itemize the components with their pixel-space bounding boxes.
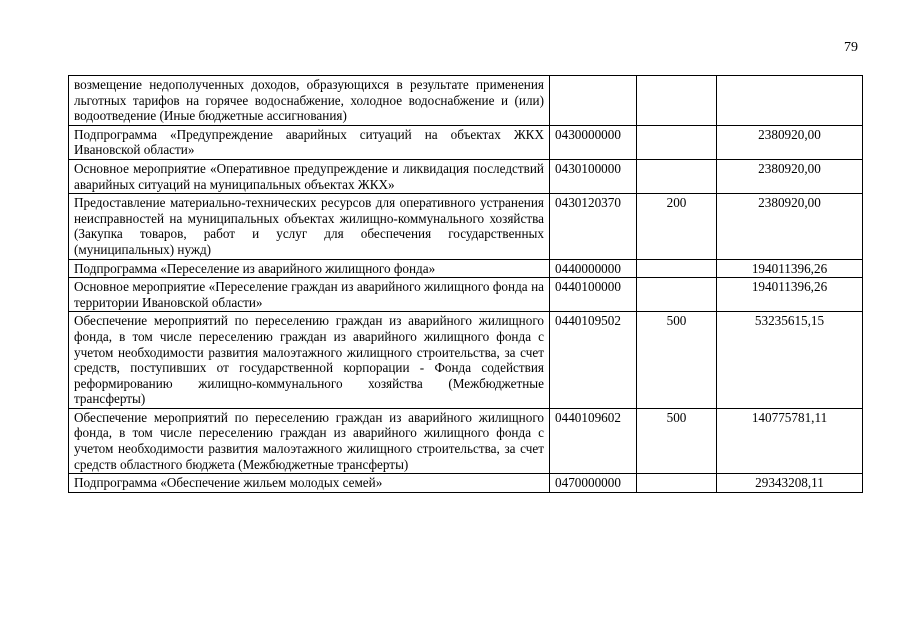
row-type-cell	[637, 278, 717, 312]
table-row	[69, 259, 863, 278]
row-code-cell	[550, 76, 637, 126]
row-type-cell: 500	[637, 312, 717, 409]
table-row	[69, 159, 863, 193]
row-code-cell: 0430000000	[550, 125, 637, 159]
row-code-cell: 0430100000	[550, 159, 637, 193]
row-name-cell: Подпрограмма «Предупреждение аварийных ситуаций на объектах ЖКХ Ивановской области»	[69, 125, 550, 159]
row-type-cell	[637, 76, 717, 126]
row-code-cell: 0430120370	[550, 194, 637, 259]
row-sum-cell: 29343208,11	[717, 474, 863, 493]
row-type-cell	[637, 259, 717, 278]
row-type-cell: 200	[637, 194, 717, 259]
row-type-cell	[637, 125, 717, 159]
row-name-cell: Основное мероприятие «Переселение граждан из аварийного жилищного фонда на территории Ивановской области»	[69, 278, 550, 312]
row-type-cell: 500	[637, 408, 717, 473]
row-type-cell	[637, 159, 717, 193]
table-row	[69, 474, 863, 493]
row-code-cell: 0440109502	[550, 312, 637, 409]
row-sum-cell: 53235615,15	[717, 312, 863, 409]
row-name-cell: Основное мероприятие «Оперативное предупреждение и ликвидация последствий аварийных ситуаций на муниципальных объектах ЖКХ»	[69, 159, 550, 193]
table-row	[69, 408, 863, 473]
table-row	[69, 76, 863, 126]
row-code-cell: 0440109602	[550, 408, 637, 473]
row-code-cell: 0470000000	[550, 474, 637, 493]
row-sum-cell: 140775781,11	[717, 408, 863, 473]
row-sum-cell: 2380920,00	[717, 159, 863, 193]
table-row	[69, 278, 863, 312]
table-row	[69, 312, 863, 409]
row-sum-cell: 2380920,00	[717, 125, 863, 159]
table-row	[69, 194, 863, 259]
row-name-cell: возмещение недополученных доходов, образующихся в результате применения льготных тарифов на горячее водоснабжение, холодное водоснабжение и (или) водоотведение (Иные бюджетные ассигнования)	[69, 76, 550, 126]
row-name-cell: Подпрограмма «Переселение из аварийного жилищного фонда»	[69, 259, 550, 278]
row-name-cell: Предоставление материально-технических ресурсов для оперативного устранения неисправностей на муниципальных объектах жилищно-коммунального хозяйства (Закупка товаров, работ и услуг для обеспечения государственных (муниципальных) нужд)	[69, 194, 550, 259]
budget-table	[68, 75, 863, 493]
row-sum-cell: 194011396,26	[717, 259, 863, 278]
page-number: 79	[844, 40, 858, 55]
row-code-cell: 0440000000	[550, 259, 637, 278]
table-row	[69, 125, 863, 159]
row-name-cell: Обеспечение мероприятий по переселению граждан из аварийного жилищного фонда, в том числе переселению граждан из аварийного жилищного фонда с учетом необходимости развития малоэтажного жилищного строительства, за счет средств областного бюджета (Межбюджетные трансферты)	[69, 408, 550, 473]
row-name-cell: Подпрограмма «Обеспечение жильем молодых семей»	[69, 474, 550, 493]
row-sum-cell: 2380920,00	[717, 194, 863, 259]
row-type-cell	[637, 474, 717, 493]
row-name-cell: Обеспечение мероприятий по переселению граждан из аварийного жилищного фонда, в том числе переселению граждан из аварийного жилищного фонда с учетом необходимости развития малоэтажного жилищного строительства, за счет средств, поступивших от государственной корпорации - Фонда содействия реформированию жилищно-коммунального хозяйства (Межбюджетные трансферты)	[69, 312, 550, 409]
row-sum-cell: 194011396,26	[717, 278, 863, 312]
row-sum-cell	[717, 76, 863, 126]
row-code-cell: 0440100000	[550, 278, 637, 312]
budget-table-body	[69, 76, 863, 493]
